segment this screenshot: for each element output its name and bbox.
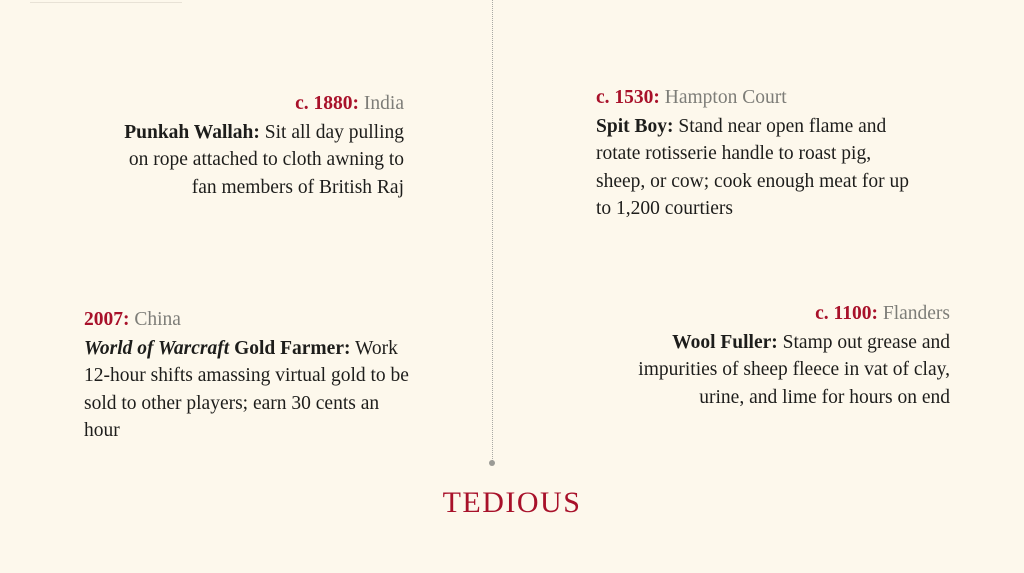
entry-body [614, 329, 950, 412]
entry-year: c. 1100: [815, 303, 878, 324]
entry-heading [84, 306, 416, 334]
entry-description: Work 12-hour shifts amassing virtual gold to be sold to other players; earn 30 cents an hour [84, 337, 409, 441]
section-title: TEDIOUS [442, 486, 582, 519]
entry-place: Hampton Court [664, 87, 787, 108]
entry-body [84, 335, 416, 445]
entry-body [120, 119, 404, 202]
entry-year: 2007: [84, 309, 130, 330]
entry-description: Stand near open flame and rotate rotisserie handle to roast pig, sheep, or cow; cook enough meat for up to 1,200 courtiers [596, 115, 909, 219]
entry-heading [596, 84, 916, 112]
entry-year: c. 1530: [596, 87, 660, 108]
entry-wool-fuller [614, 300, 950, 411]
top-clipped-text [30, 0, 190, 2]
entry-punkah-wallah [120, 90, 404, 201]
entry-place: India [363, 93, 404, 114]
timeline-axis-endpoint-dot [489, 460, 495, 466]
entry-role-italic-prefix: World of Warcraft [84, 337, 230, 359]
entry-description: Stamp out grease and impurities of sheep fleece in vat of clay, urine, and lime for hours on end [638, 331, 950, 408]
entry-spit-boy [596, 84, 916, 223]
entry-place: Flanders [882, 303, 950, 324]
entry-body [596, 113, 916, 223]
entry-role: Punkah Wallah: [124, 121, 260, 143]
entry-role: Wool Fuller: [672, 331, 778, 353]
timeline-axis [492, 0, 494, 463]
entry-heading [614, 300, 950, 328]
entry-place: China [134, 309, 181, 330]
entry-role: Spit Boy: [596, 115, 674, 137]
entry-role: Gold Farmer: [234, 337, 351, 359]
entry-heading [120, 90, 404, 118]
entry-year: c. 1880: [295, 93, 360, 114]
entry-wow-gold-farmer [84, 306, 416, 445]
entry-description: Sit all day pulling on rope attached to cloth awning to fan members of British Raj [128, 121, 404, 198]
